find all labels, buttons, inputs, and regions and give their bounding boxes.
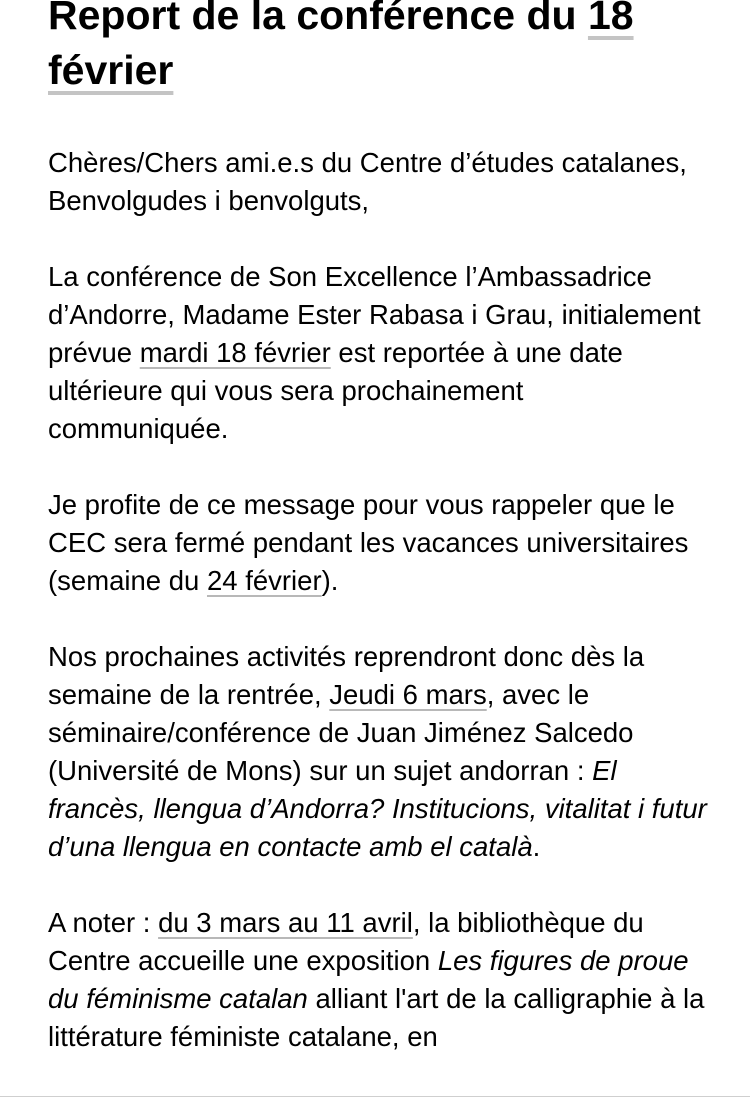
page-title [48,0,708,98]
paragraph-text: , avec le séminaire/conférence de Juan Jiménez Salcedo (Université de Mons) sur un sujet andorran : [48,679,634,786]
date-link-24-fevrier[interactable]: 24 février [206,565,322,596]
paragraph-text: Nos prochaines activités reprendront donc dès la semaine de la rentrée, [48,641,645,710]
paragraph-text: A noter : [48,907,159,938]
paragraph-text: est reportée à une date ultérieure qui vous sera prochainement communiquée. [48,337,623,444]
date-link-mardi-18-fevrier[interactable]: mardi 18 février [139,337,331,368]
divider [0,1096,750,1097]
title-date-link[interactable]: 18 [587,0,634,38]
title-text: Report de la conférence du [48,0,588,38]
greeting [48,144,708,220]
exhibition-title: Les figures de proue du féminisme catalan [48,945,689,1014]
paragraph-exhibition [48,904,708,1056]
paragraph-text: , la bibliothèque du Centre accueille une exposition [48,907,644,976]
paragraph-text: Je profite de ce message pour vous rappeler que le CEC sera fermé pendant les vacances universitaires (semaine du [48,489,689,596]
paragraph-next-activities [48,638,708,866]
paragraph-text: La conférence de Son Excellence l’Ambassadrice d’Andorre, Madame Ester Rabasa i Grau, initialement prévue [48,261,701,368]
title-date-link-continued[interactable]: février [48,47,174,93]
paragraph-text: alliant l'art de la calligraphie à la littérature féministe catalane, en [48,983,705,1052]
email-body [48,0,708,1056]
paragraph-text: . [532,831,541,862]
paragraph-text: ). [321,565,339,596]
paragraph-postponement [48,258,708,448]
paragraph-closure [48,486,708,600]
date-link-du-3-mars-au-11-avril[interactable]: du 3 mars au 11 avril [158,907,413,938]
seminar-title: El francès, llengua d’Andorra? Institucions, vitalitat i futur d’una llengua en contacte amb el català [48,755,707,862]
greeting-line-1: Chères/Chers ami.e.s du Centre d’études catalanes, [48,147,687,178]
date-link-jeudi-6-mars[interactable]: Jeudi 6 mars [329,679,487,710]
greeting-line-2: Benvolgudes i benvolguts, [48,185,370,216]
